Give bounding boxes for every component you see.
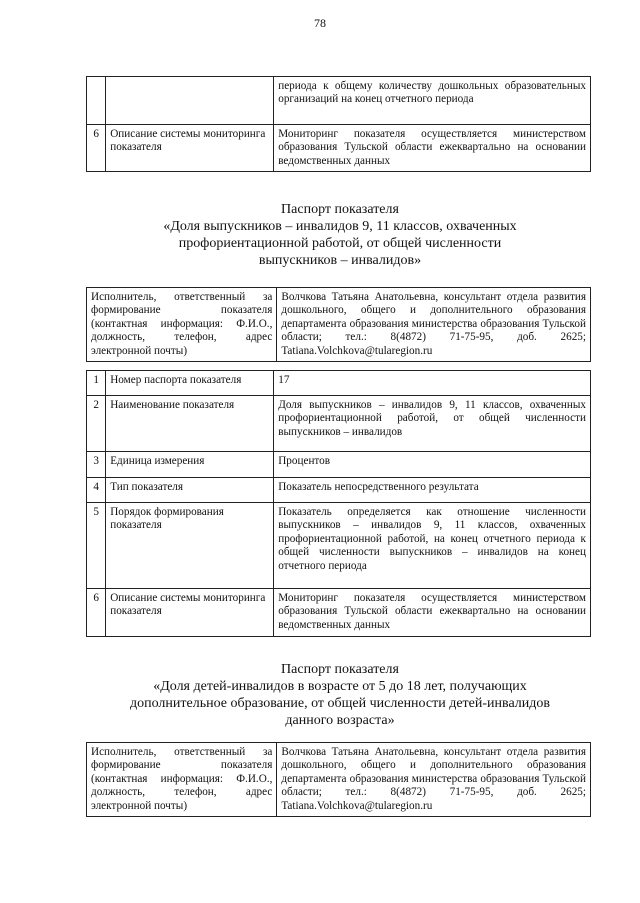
table-row: [87, 371, 591, 396]
row-number: 2: [87, 396, 106, 452]
row-number: 6: [87, 589, 106, 637]
row-label: Описание системы мониторинга показателя: [106, 589, 274, 637]
row-value: Доля выпускников – инвалидов 9, 11 классов, охваченных профориентационной работой, от общей численности выпускников – инвалидов: [274, 396, 591, 452]
row-number: 6: [87, 125, 106, 172]
table-row: [87, 478, 591, 503]
row-label: Описание системы мониторинга показателя: [106, 125, 274, 172]
row-number: 4: [87, 478, 106, 503]
row-value: Показатель непосредственного результата: [274, 478, 591, 503]
table-row: [87, 452, 591, 478]
row-label: Тип показателя: [106, 478, 274, 503]
row-value: 17: [274, 371, 591, 396]
row-value: периода к общему количеству дошкольных образовательных организаций на конец отчетного периода: [274, 77, 591, 125]
passport-17-table: [86, 370, 591, 637]
continuation-table: [86, 76, 591, 172]
table-row: [87, 396, 591, 452]
passport-17-title-line3: профориентационной работой, от общей численности: [178, 236, 502, 251]
executor-value: Волчкова Татьяна Анатольевна, консультант отдела развития дошкольного, общего и дополнительного образования департамента образования министерства образования Тульской области; тел.: 8(4872) 71-75-95, доб. 2625; Tatiana.Volchkova@tularegion.ru: [277, 288, 591, 362]
row-number: 3: [87, 452, 106, 478]
passport-18-executor-table: [86, 742, 591, 817]
row-number: [87, 77, 106, 125]
passport-18-title-line3: дополнительное образование, от общей численности детей-инвалидов: [129, 696, 551, 711]
executor-label: Исполнитель, ответственный за формирование показателя (контактная информация: Ф.И.О., должность, телефон, адрес электронной почты): [87, 743, 277, 817]
table-row: [87, 503, 591, 589]
row-label: Номер паспорта показателя: [106, 371, 274, 396]
row-label: Единица измерения: [106, 452, 274, 478]
executor-label: Исполнитель, ответственный за формирование показателя (контактная информация: Ф.И.О., должность, телефон, адрес электронной почты): [87, 288, 277, 362]
passport-17-title-line2: «Доля выпускников – инвалидов 9, 11 классов, охваченных: [163, 219, 517, 234]
table-row: [87, 77, 591, 125]
row-label: Порядок формирования показателя: [106, 503, 274, 589]
passport-17-title: [0, 201, 640, 269]
row-number: 5: [87, 503, 106, 589]
passport-17-title-line1: Паспорт показателя: [281, 202, 399, 217]
executor-value: Волчкова Татьяна Анатольевна, консультант отдела развития дошкольного, общего и дополнительного образования департамента образования министерства образования Тульской области; тел.: 8(4872) 71-75-95, доб. 2625; Tatiana.Volchkova@tularegion.ru: [277, 743, 591, 817]
table-row: [87, 589, 591, 637]
row-label: [106, 77, 274, 125]
passport-18-title-line4: данного возраста»: [285, 713, 395, 728]
page-number: 78: [314, 16, 326, 30]
row-value: Показатель определяется как отношение численности выпускников – инвалидов 9, 11 классов, охваченных профориентационной работой, на конец отчетного периода к общей численности выпускников – инвалидов на конец отчетного периода: [274, 503, 591, 589]
table-row: [87, 743, 591, 817]
table-row: [87, 288, 591, 362]
row-number: 1: [87, 371, 106, 396]
row-label: Наименование показателя: [106, 396, 274, 452]
passport-17-executor-table: [86, 287, 591, 362]
passport-18-title-line1: Паспорт показателя: [281, 662, 399, 677]
row-value: Мониторинг показателя осуществляется министерством образования Тульской области ежеквартально на основании ведомственных данных: [274, 589, 591, 637]
passport-17-title-line4: выпускников – инвалидов»: [258, 253, 422, 268]
row-value: Мониторинг показателя осуществляется министерством образования Тульской области ежеквартально на основании ведомственных данных: [274, 125, 591, 172]
passport-18-title: [0, 661, 640, 729]
passport-18-title-line2: «Доля детей-инвалидов в возрасте от 5 до 18 лет, получающих: [153, 679, 527, 694]
row-value: Процентов: [274, 452, 591, 478]
table-row: [87, 125, 591, 172]
